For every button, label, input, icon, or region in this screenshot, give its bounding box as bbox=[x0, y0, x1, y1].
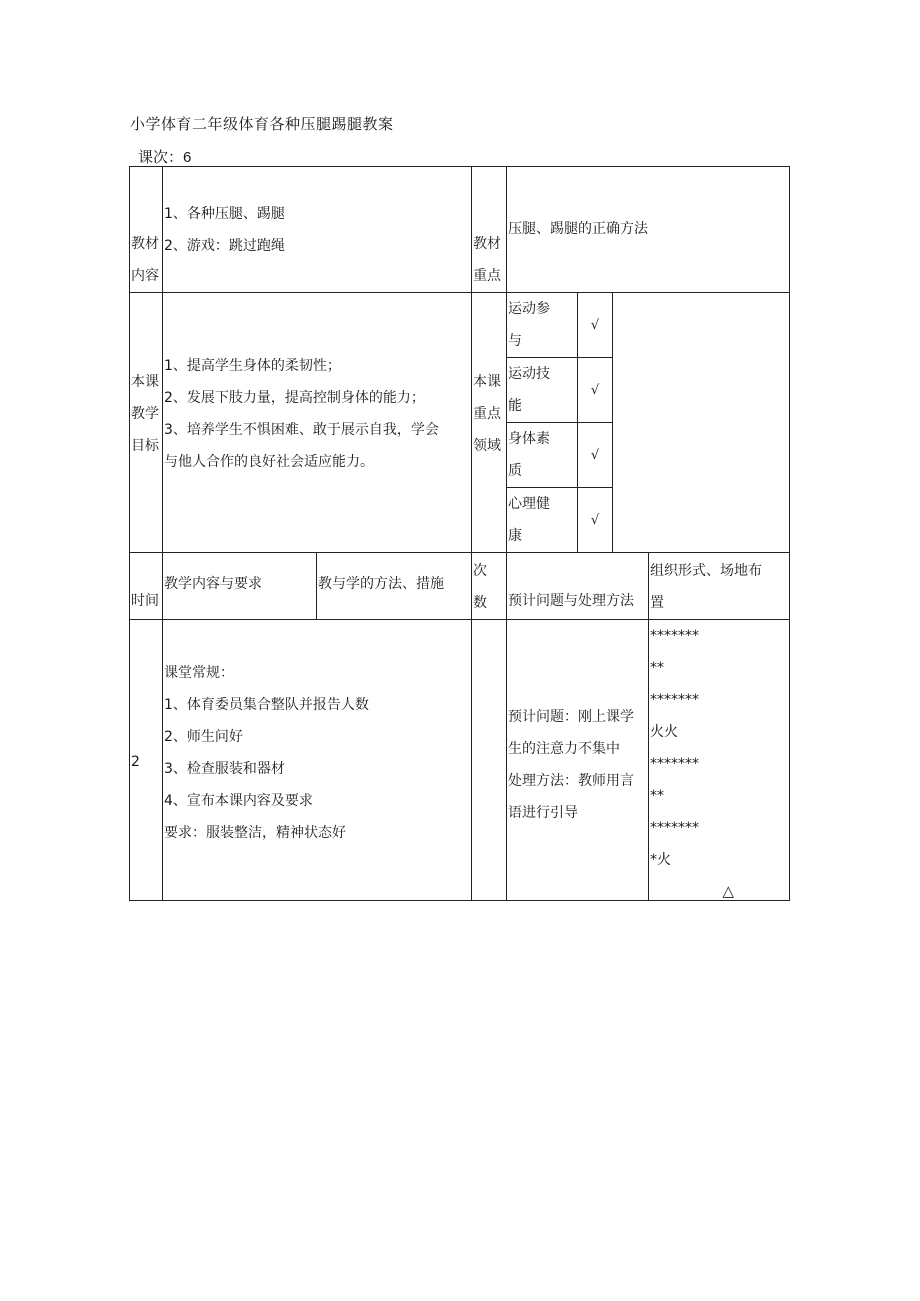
header-problems: 预计问题与处理方法 bbox=[508, 593, 634, 609]
goal-item: 与他人合作的良好社会适应能力。 bbox=[164, 454, 374, 470]
domain-name-cell: 运动技 能 bbox=[507, 358, 578, 423]
domain-check-cell bbox=[578, 423, 613, 488]
problem-line: 预计问题：刚上课学 bbox=[508, 709, 634, 725]
problem-line: 语进行引导 bbox=[508, 805, 578, 821]
content-row bbox=[130, 620, 790, 901]
header-methods: 教与学的方法、措施 bbox=[318, 576, 444, 592]
goal-item: 3、培养学生不惧困难、敢于展示自我，学会 bbox=[164, 422, 439, 438]
goals-label-cell: 本课 教学 目标 bbox=[130, 293, 163, 553]
focus-text: 压腿、踢腿的正确方法 bbox=[508, 221, 648, 237]
header-time: 时间 bbox=[131, 593, 159, 609]
domain-name-cell: 运动参 与 bbox=[507, 293, 578, 358]
focus-label-cell: 教材 重点 bbox=[472, 167, 507, 293]
goals-content-cell bbox=[163, 293, 472, 553]
row-count-cell bbox=[472, 620, 507, 901]
content-line: 1、体育委员集合整队并报告人数 bbox=[164, 697, 369, 713]
formation-line: ******* bbox=[650, 628, 699, 644]
teacher-triangle-icon: △ bbox=[722, 882, 734, 900]
material-row bbox=[130, 167, 790, 293]
content-line: 2、师生问好 bbox=[164, 729, 243, 745]
row-formation-cell bbox=[649, 620, 790, 901]
document-title: 小学体育二年级体育各种压腿踢腿教案 bbox=[130, 115, 394, 133]
material-item: 1、各种压腿、踢腿 bbox=[164, 206, 285, 222]
content-line: 4、宣布本课内容及要求 bbox=[164, 793, 313, 809]
domain-check-cell bbox=[578, 358, 613, 423]
domain-label: 本课 bbox=[473, 374, 501, 390]
check-mark: √ bbox=[590, 382, 600, 398]
header-content-cell bbox=[163, 553, 317, 620]
domain-check-cell bbox=[578, 488, 613, 553]
formation-line: *火 bbox=[650, 852, 671, 868]
formation-line: ** bbox=[650, 788, 664, 804]
formation-line: ******* bbox=[650, 756, 699, 772]
header-row bbox=[130, 553, 790, 620]
row-content-cell bbox=[163, 620, 472, 901]
goal-item: 1、提高学生身体的柔韧性； bbox=[164, 358, 341, 374]
material-label-cell: 教材 内容 bbox=[130, 167, 163, 293]
lesson-label: 课次： bbox=[138, 149, 184, 166]
check-mark: √ bbox=[590, 317, 600, 333]
domain-name: 运动参 bbox=[508, 301, 550, 317]
content-line: 3、检查服装和器材 bbox=[164, 761, 285, 777]
domain-name: 运动技 bbox=[508, 366, 550, 382]
domain-check-cell bbox=[578, 293, 613, 358]
row-time-cell bbox=[130, 620, 163, 901]
content-line: 课堂常规： bbox=[164, 665, 234, 681]
focus-content-cell bbox=[507, 167, 790, 293]
material-label: 教材 bbox=[131, 236, 159, 252]
header-content: 教学内容与要求 bbox=[164, 576, 262, 592]
lesson-number bbox=[138, 146, 191, 167]
header-time-cell bbox=[130, 553, 163, 620]
material-item: 2、游戏：跳过跑绳 bbox=[164, 238, 285, 254]
check-mark: √ bbox=[590, 447, 600, 463]
problem-line: 生的注意力不集中 bbox=[508, 741, 620, 757]
domain-name-cell: 身体素 质 bbox=[507, 423, 578, 488]
header-count: 次 bbox=[473, 563, 487, 579]
row-time: 2 bbox=[131, 754, 140, 770]
domain-blank-cell bbox=[613, 293, 790, 553]
header-methods-cell bbox=[317, 553, 472, 620]
lesson-value: 6 bbox=[183, 149, 192, 166]
header-count-cell: 次 数 bbox=[472, 553, 507, 620]
formation-line: 火火 bbox=[650, 724, 678, 740]
header-org-cell: 组织形式、场地布 置 bbox=[649, 553, 790, 620]
goals-label: 本课 bbox=[131, 374, 159, 390]
domain-label-cell: 本课 重点 领域 bbox=[472, 293, 507, 553]
focus-label: 教材 bbox=[473, 236, 501, 252]
problem-line: 处理方法：教师用言 bbox=[508, 773, 634, 789]
domain-name: 心理健 bbox=[508, 496, 550, 512]
header-org: 组织形式、场地布 bbox=[650, 563, 762, 579]
domain-name: 身体素 bbox=[508, 431, 550, 447]
row-problems-cell bbox=[507, 620, 649, 901]
check-mark: √ bbox=[590, 512, 600, 528]
content-line: 要求：服装整洁，精神状态好 bbox=[164, 825, 346, 841]
formation-line: ******* bbox=[650, 820, 699, 836]
goal-item: 2、发展下肢力量，提高控制身体的能力； bbox=[164, 390, 425, 406]
formation-line: ** bbox=[650, 660, 664, 676]
header-problems-cell bbox=[507, 553, 649, 620]
domain-name-cell: 心理健 康 bbox=[507, 488, 578, 553]
formation-line: ******* bbox=[650, 692, 699, 708]
goals-row bbox=[130, 293, 790, 358]
lesson-plan-table bbox=[129, 166, 790, 901]
material-content-cell bbox=[163, 167, 472, 293]
